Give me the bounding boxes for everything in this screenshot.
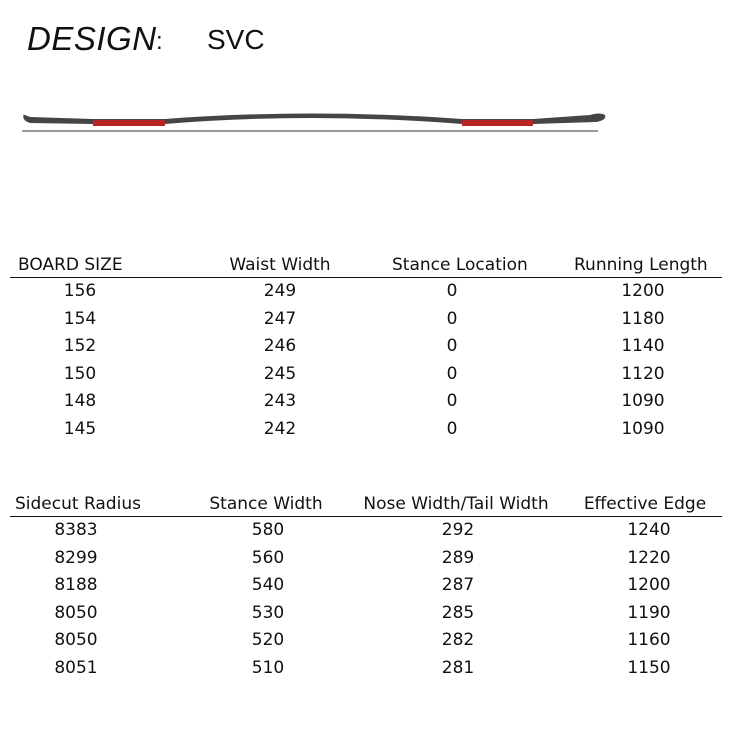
cell-sidecut-radius: 8051: [54, 657, 98, 678]
header-sidecut-radius: Sidecut Radius: [15, 494, 141, 514]
header-nose-tail-width: Nose Width/Tail Width: [363, 494, 549, 514]
header-stance-location: Stance Location: [392, 255, 528, 275]
cell-nose-tail-width: 287: [441, 575, 475, 595]
cell-running-length: 1120: [621, 363, 665, 384]
table-header: [10, 492, 722, 517]
header-effective-edge: Effective Edge: [583, 494, 707, 514]
cell-running-length: 1090: [621, 418, 665, 439]
cell-stance-location: 0: [446, 336, 458, 356]
cell-waist-width: 243: [263, 391, 297, 411]
cell-effective-edge: 1190: [627, 602, 671, 623]
cell-stance-width: 560: [251, 547, 285, 568]
cell-stance-width: 520: [251, 630, 285, 650]
cell-nose-tail-width: 292: [441, 520, 475, 540]
camber-accent-right: [462, 120, 533, 126]
cell-effective-edge: 1220: [627, 547, 671, 568]
cell-effective-edge: 1240: [627, 520, 671, 540]
cell-sidecut-radius: 8299: [54, 547, 98, 568]
spec-table-2: [10, 492, 722, 682]
cell-board-size: 150: [63, 363, 97, 384]
cell-stance-location: 0: [446, 391, 458, 411]
spec-table-1: [10, 253, 722, 443]
cell-stance-width: 510: [251, 657, 285, 678]
cell-board-size: 148: [63, 391, 97, 411]
cell-running-length: 1140: [621, 336, 665, 356]
cell-board-size: 152: [63, 336, 97, 356]
cell-nose-tail-width: 289: [441, 547, 475, 568]
design-colon: :: [156, 28, 163, 55]
table-row: [10, 388, 722, 416]
header-board-size: BOARD SIZE: [18, 255, 123, 275]
table-row: [10, 572, 722, 600]
table-row: [10, 278, 722, 306]
table-row: [10, 333, 722, 361]
table-row: [10, 655, 722, 683]
design-label: DESIGN: [27, 20, 157, 57]
cell-running-length: 1200: [621, 281, 665, 301]
header-stance-width: Stance Width: [209, 494, 323, 514]
cell-sidecut-radius: 8188: [54, 575, 98, 595]
cell-running-length: 1180: [621, 308, 665, 329]
cell-stance-location: 0: [446, 363, 458, 384]
cell-waist-width: 245: [263, 363, 297, 384]
cell-sidecut-radius: 8383: [54, 520, 98, 540]
header-running-length: Running Length: [574, 255, 708, 275]
table-row: [10, 600, 722, 628]
cell-nose-tail-width: 281: [441, 657, 475, 678]
cell-stance-width: 580: [251, 520, 285, 540]
cell-stance-width: 530: [251, 602, 285, 623]
cell-nose-tail-width: 282: [441, 630, 475, 650]
table-row: [10, 517, 722, 545]
table-row: [10, 361, 722, 389]
cell-waist-width: 242: [263, 418, 297, 439]
table-row: [10, 306, 722, 334]
camber-accent-left: [93, 120, 165, 126]
cell-stance-location: 0: [446, 281, 458, 301]
cell-waist-width: 249: [263, 281, 297, 301]
cell-waist-width: 246: [263, 336, 297, 356]
cell-effective-edge: 1200: [627, 575, 671, 595]
table-header: [10, 253, 722, 278]
table-row: [10, 627, 722, 655]
cell-effective-edge: 1150: [627, 657, 671, 678]
cell-nose-tail-width: 285: [441, 602, 475, 623]
cell-board-size: 156: [63, 281, 97, 301]
cell-stance-location: 0: [446, 418, 458, 439]
cell-sidecut-radius: 8050: [54, 630, 98, 650]
cell-stance-location: 0: [446, 308, 458, 329]
header-waist-width: Waist Width: [229, 255, 331, 275]
cell-sidecut-radius: 8050: [54, 602, 98, 623]
table-row: [10, 545, 722, 573]
cell-board-size: 154: [63, 308, 97, 329]
design-value: SVC: [207, 24, 265, 55]
board-profile-diagram: [0, 100, 730, 140]
cell-running-length: 1090: [621, 391, 665, 411]
table-row: [10, 416, 722, 444]
cell-board-size: 145: [63, 418, 97, 439]
cell-waist-width: 247: [263, 308, 297, 329]
cell-stance-width: 540: [251, 575, 285, 595]
cell-effective-edge: 1160: [627, 630, 671, 650]
